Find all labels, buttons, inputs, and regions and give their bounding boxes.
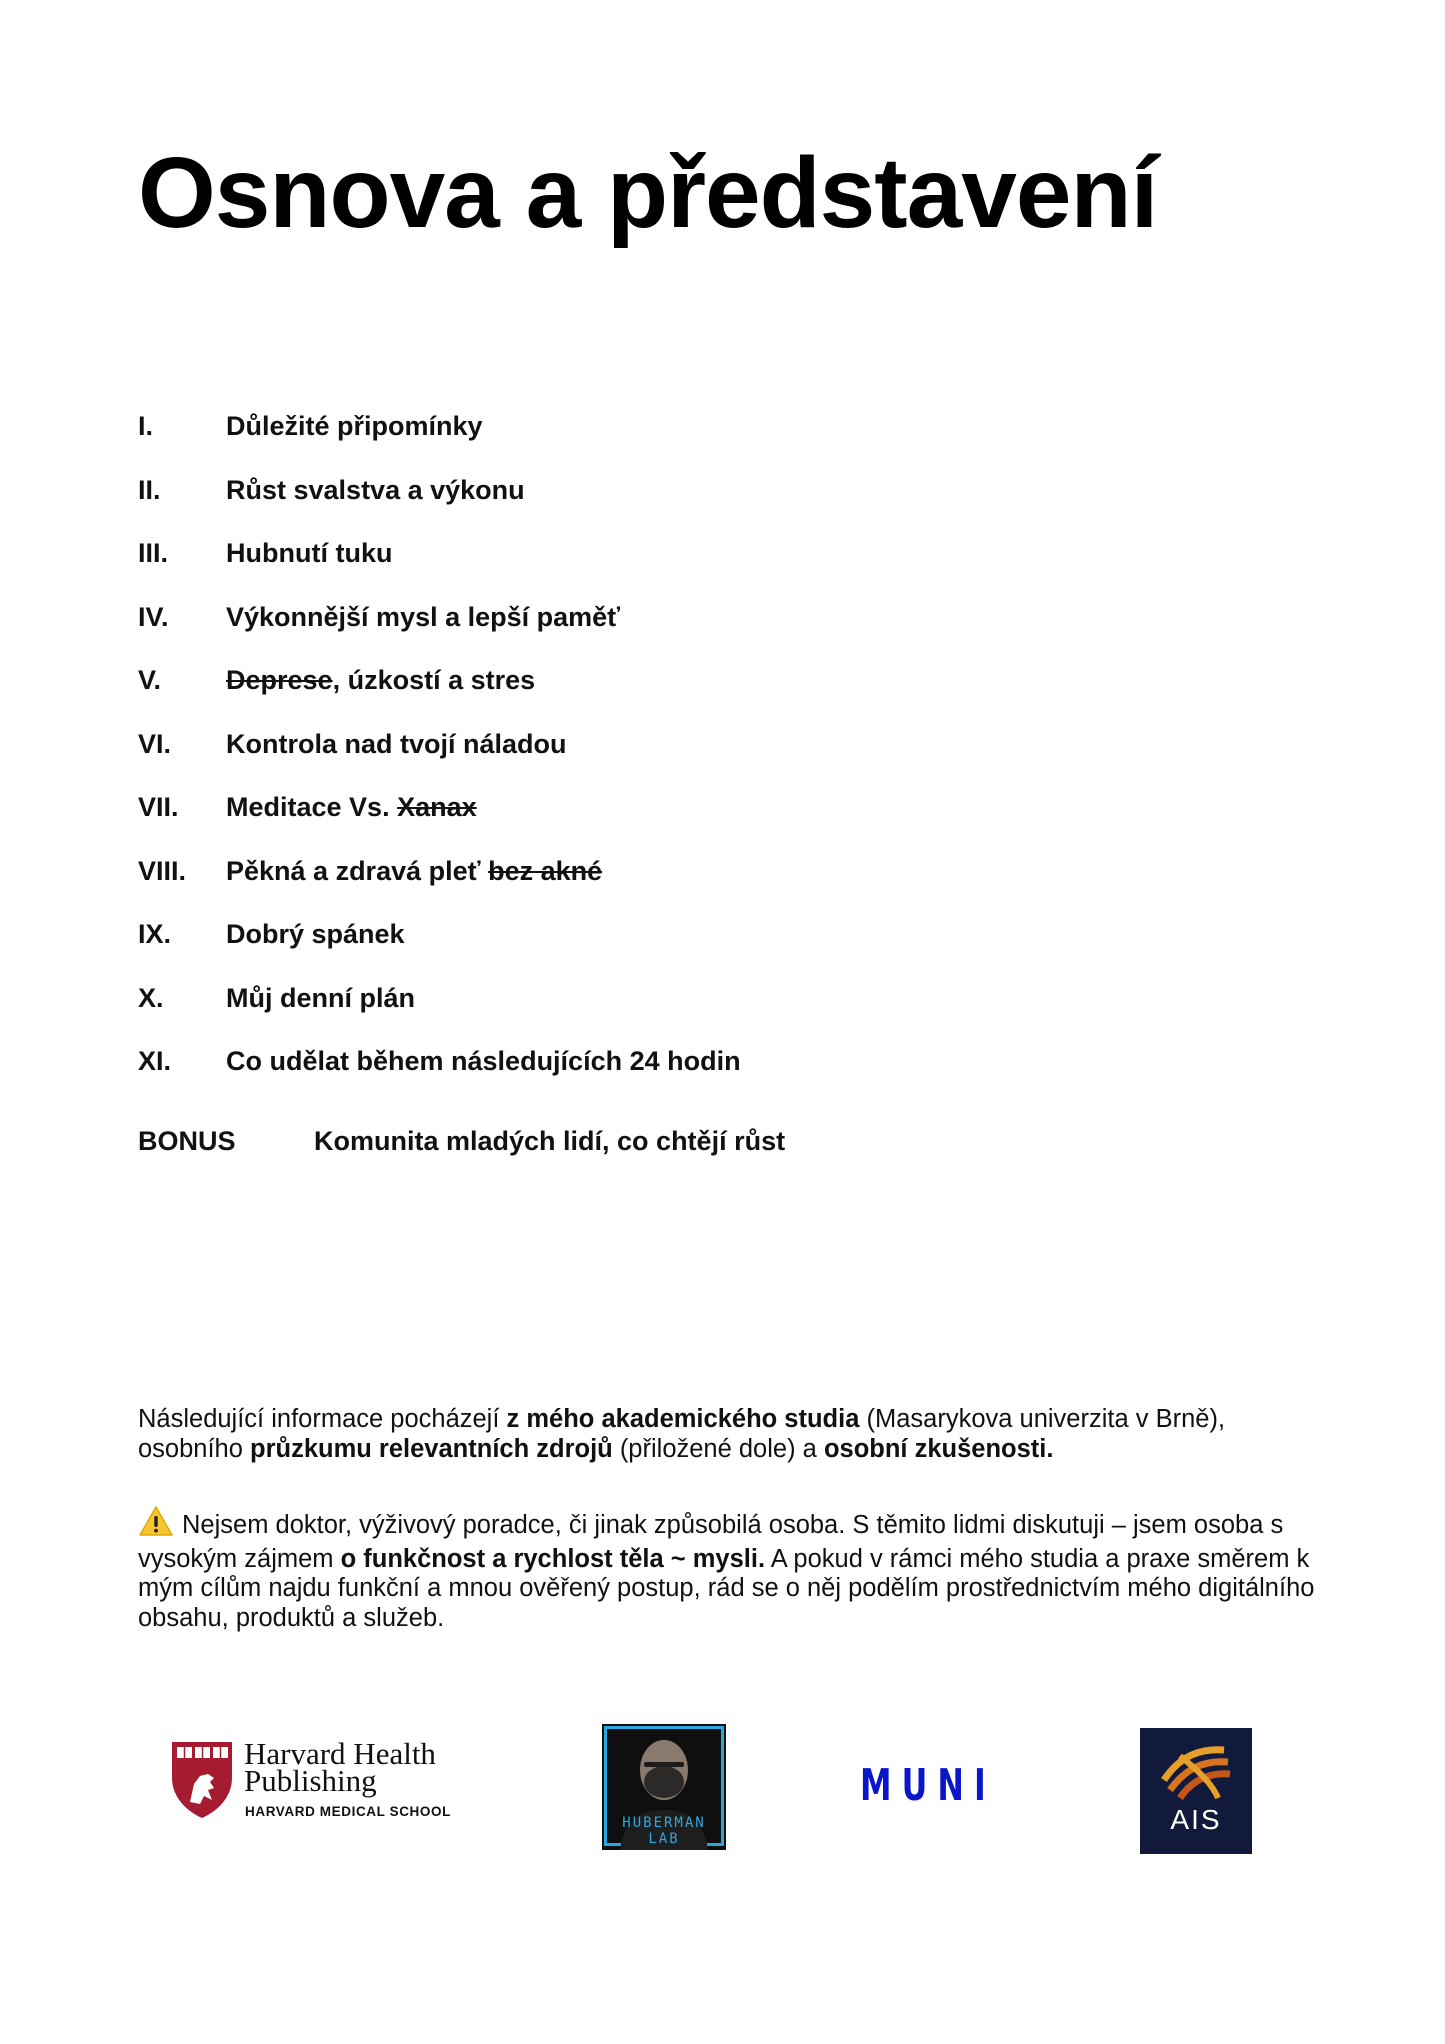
outline-item — [138, 776, 1138, 840]
outline-number: III. — [138, 538, 169, 569]
paragraph-bold: průzkumu relevantních zdrojů — [250, 1434, 613, 1463]
outline-item — [138, 713, 1138, 777]
outline-number: IV. — [138, 601, 169, 632]
outline-item — [138, 522, 1138, 586]
bonus-text: Komunita mladých lidí, co chtějí růst — [314, 1126, 786, 1156]
outline-text: , úzkostí a stres — [332, 665, 536, 696]
outline-item — [138, 586, 1138, 650]
huberman-lab-logo — [602, 1724, 726, 1850]
outline-number: I. — [138, 411, 154, 442]
outline-item — [138, 903, 1138, 967]
outline-number: II. — [138, 474, 161, 505]
outline-text: Pěkná a zdravá pleť — [226, 855, 489, 886]
paragraph-text: (přiložené dole) a — [612, 1434, 824, 1463]
warning-icon — [138, 1505, 174, 1545]
outline-number: XI. — [138, 1046, 172, 1077]
ais-emblem-icon — [1140, 1728, 1252, 1808]
sources-paragraph — [138, 1405, 1328, 1464]
outline-number: IX. — [138, 919, 172, 950]
harvard-line2: Publishing — [244, 1763, 377, 1798]
harvard-shield-icon — [170, 1740, 234, 1820]
paragraph-text: (Masarykova univerzita v Brně), osobního — [138, 1405, 1226, 1463]
outline-text: Meditace Vs. — [226, 792, 398, 823]
outline-list — [138, 395, 1138, 1094]
outline-item — [138, 459, 1138, 523]
bonus-label: BONUS — [138, 1126, 236, 1156]
paragraph-bold: z mého akademického studia — [506, 1405, 860, 1433]
huberman-line2: LAB — [648, 1831, 680, 1847]
outline-item — [138, 840, 1138, 904]
ais-text: AIS — [1170, 1804, 1222, 1835]
outline-number: VIII. — [138, 855, 187, 886]
outline-struck-text: Xanax — [397, 792, 477, 823]
outline-item — [138, 967, 1138, 1031]
outline-item — [138, 1030, 1138, 1094]
paragraph-bold: o funkčnost a rychlost těla ~ mysli. — [340, 1544, 766, 1573]
muni-logo: MUNI — [860, 1760, 996, 1811]
disclaimer-paragraph — [138, 1505, 1328, 1633]
outline-text: Co udělat během následujících 24 hodin — [226, 1046, 741, 1077]
bonus-item — [138, 1126, 785, 1157]
paragraph-text: Následující informace pocházejí — [138, 1405, 507, 1433]
huberman-line1: HUBERMAN — [622, 1815, 706, 1831]
outline-text: Můj denní plán — [226, 982, 415, 1013]
outline-text: Růst svalstva a výkonu — [226, 474, 525, 505]
outline-text: Kontrola nad tvojí náladou — [226, 728, 567, 759]
outline-number: V. — [138, 665, 162, 696]
ais-logo — [1140, 1728, 1252, 1854]
outline-text: Dobrý spánek — [226, 919, 405, 950]
outline-item — [138, 649, 1138, 713]
harvard-health-logo — [170, 1736, 470, 1840]
outline-number: VII. — [138, 792, 179, 823]
outline-text: Hubnutí tuku — [226, 538, 393, 569]
outline-text: Důležité připomínky — [226, 411, 483, 442]
page-title: Osnova a představení — [138, 137, 1158, 249]
paragraph-text: A pokud v rámci mého studia a praxe směrem k mým cílům najdu funkční a mnou ověřený postup, rád se o něj podělím prostřednictvím mého digitálního obsahu, produktů a služeb. — [138, 1544, 1315, 1632]
outline-item — [138, 395, 1138, 459]
outline-struck-text: Deprese — [226, 665, 333, 696]
harvard-line1: Harvard Health — [244, 1736, 436, 1771]
partner-logos — [0, 1720, 1445, 1860]
paragraph-bold: osobní zkušenosti. — [823, 1434, 1054, 1463]
outline-text: Výkonnější mysl a lepší paměť — [226, 601, 621, 632]
paragraph-text: Nejsem doktor, výživový poradce, či jinak způsobilá osoba. S těmito lidmi diskutuji – jsem osoba s vysokým zájmem — [138, 1511, 1284, 1573]
outline-number: VI. — [138, 728, 172, 759]
outline-struck-text: bez akné — [488, 855, 603, 886]
harvard-line3: HARVARD MEDICAL SCHOOL — [245, 1804, 451, 1819]
outline-number: X. — [138, 982, 164, 1013]
